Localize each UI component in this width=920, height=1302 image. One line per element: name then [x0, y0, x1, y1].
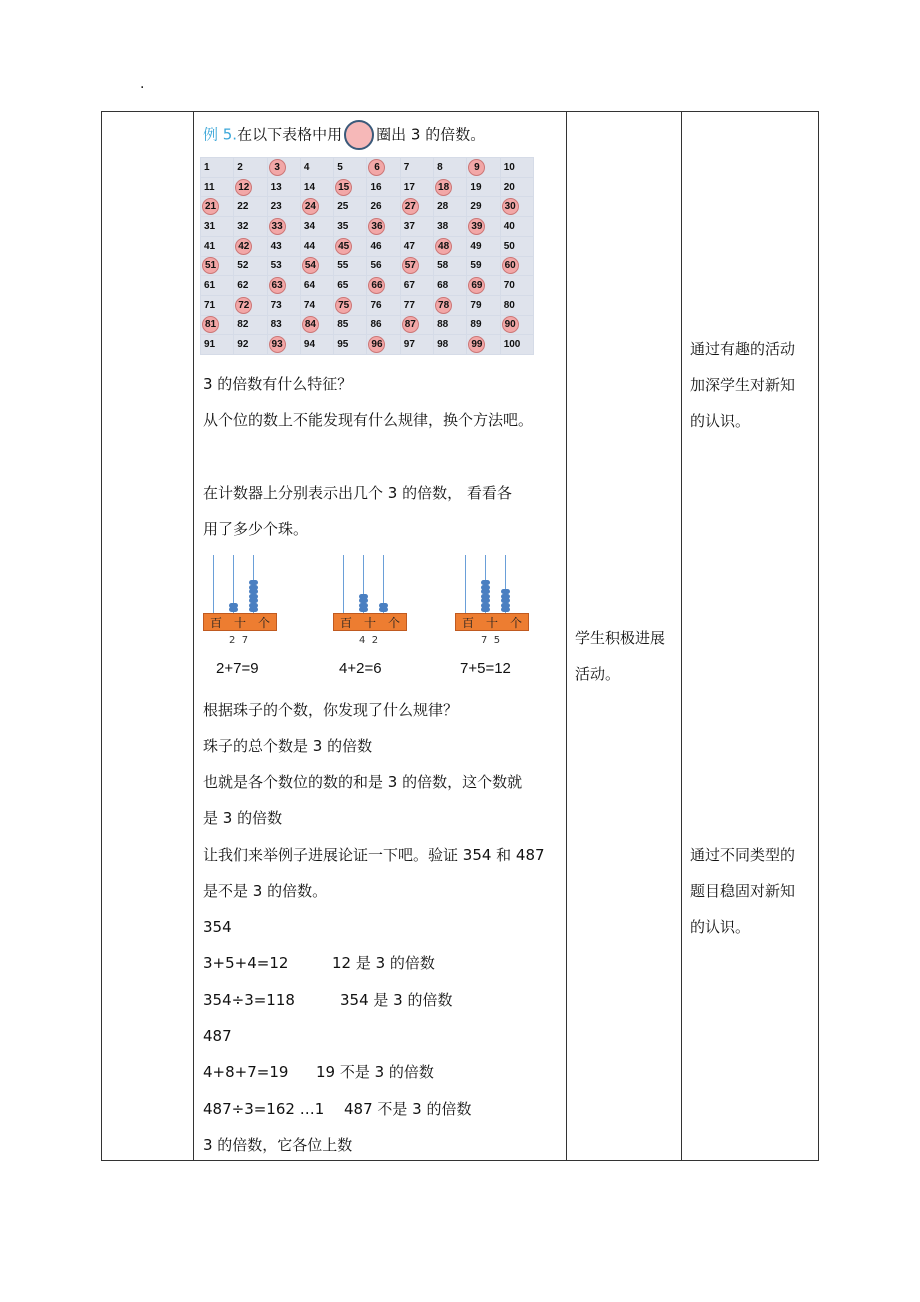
- grid-cell: 57: [401, 257, 433, 276]
- grid-cell: 42: [234, 237, 266, 256]
- digit-sum-equation: 4+2=6: [339, 660, 382, 677]
- grid-cell: 35: [334, 217, 366, 236]
- abacus-bead: [229, 607, 238, 612]
- grid-cell: 40: [501, 217, 533, 236]
- abacus-bead: [249, 598, 258, 603]
- grid-cell: 75: [334, 296, 366, 315]
- abacus-rod: [213, 555, 214, 613]
- grid-cell: 87: [401, 316, 433, 335]
- grid-cell: 20: [501, 178, 533, 197]
- abacus-bead: [501, 594, 510, 599]
- grid-cell: 77: [401, 296, 433, 315]
- place-label: 十: [233, 615, 246, 630]
- grid-cell: 39: [467, 217, 499, 236]
- design-note-2: 通过不同类型的: [690, 846, 796, 864]
- abacus-base: [203, 613, 277, 631]
- grid-cell: 48: [434, 237, 466, 256]
- grid-cell: 33: [268, 217, 300, 236]
- grid-cell: 59: [467, 257, 499, 276]
- column-divider: [566, 112, 567, 1160]
- grid-cell: 64: [301, 276, 333, 295]
- sum-354-result: 12 是 3 的倍数: [332, 954, 435, 972]
- grid-cell: 34: [301, 217, 333, 236]
- column-divider: [193, 112, 194, 1160]
- abacus: [203, 555, 279, 655]
- grid-cell: 18: [434, 178, 466, 197]
- grid-cell: 54: [301, 257, 333, 276]
- grid-cell: 70: [501, 276, 533, 295]
- example-text-after: 圈出 3 的倍数。: [376, 125, 486, 144]
- grid-cell: 32: [234, 217, 266, 236]
- grid-cell: 2: [234, 158, 266, 177]
- abacus-rod: [343, 555, 344, 613]
- sum-487-result: 19 不是 3 的倍数: [316, 1063, 434, 1081]
- abacus-bead: [481, 589, 490, 594]
- rule-explain-cont: 是 3 的倍数: [203, 809, 283, 827]
- rule-question: 根据珠子的个数，你发现了什么规律？: [203, 701, 459, 719]
- student-activity-note: 学生积极进展: [575, 629, 666, 647]
- grid-cell: 97: [401, 335, 433, 354]
- grid-cell: 53: [268, 257, 300, 276]
- example-title: [203, 120, 485, 150]
- abacus-bead: [481, 598, 490, 603]
- grid-cell: 5: [334, 158, 366, 177]
- grid-cell: 60: [501, 257, 533, 276]
- grid-cell: 56: [367, 257, 399, 276]
- grid-cell: 96: [367, 335, 399, 354]
- grid-cell: 29: [467, 197, 499, 216]
- abacus-bead: [379, 607, 388, 612]
- grid-cell: 8: [434, 158, 466, 177]
- place-label: 百: [209, 615, 222, 630]
- grid-cell: 45: [334, 237, 366, 256]
- place-label: 个: [257, 615, 270, 630]
- grid-cell: 88: [434, 316, 466, 335]
- abacus-bead: [501, 589, 510, 594]
- grid-cell: 36: [367, 217, 399, 236]
- abacus: [455, 555, 531, 655]
- grid-cell: 14: [301, 178, 333, 197]
- column-divider: [681, 112, 682, 1160]
- abacus-bead: [249, 585, 258, 590]
- place-label: 十: [485, 615, 498, 630]
- grid-cell: 52: [234, 257, 266, 276]
- grid-cell: 78: [434, 296, 466, 315]
- abacus-bead: [481, 580, 490, 585]
- abacus-bead: [501, 598, 510, 603]
- grid-cell: 41: [201, 237, 233, 256]
- design-note-1: 通过有趣的活动: [690, 340, 796, 358]
- grid-cell: 13: [268, 178, 300, 197]
- grid-cell: 95: [334, 335, 366, 354]
- grid-cell: 61: [201, 276, 233, 295]
- design-note-1-line2: 加深学生对新知: [690, 376, 796, 394]
- grid-cell: 19: [467, 178, 499, 197]
- abacus-bead: [249, 603, 258, 608]
- grid-cell: 72: [234, 296, 266, 315]
- grid-cell: 17: [401, 178, 433, 197]
- rule-explain: 也就是各个数位的数的和是 3 的倍数，这个数就: [203, 773, 523, 791]
- abacus-bead: [481, 585, 490, 590]
- grid-cell: 55: [334, 257, 366, 276]
- grid-cell: 47: [401, 237, 433, 256]
- grid-cell: 63: [268, 276, 300, 295]
- grid-cell: 22: [234, 197, 266, 216]
- grid-cell: 99: [467, 335, 499, 354]
- grid-cell: 98: [434, 335, 466, 354]
- grid-cell: 58: [434, 257, 466, 276]
- grid-cell: 51: [201, 257, 233, 276]
- grid-cell: 90: [501, 316, 533, 335]
- grid-cell: 11: [201, 178, 233, 197]
- grid-cell: 49: [467, 237, 499, 256]
- abacus-bead: [481, 594, 490, 599]
- grid-cell: 81: [201, 316, 233, 335]
- div-354-result: 354 是 3 的倍数: [340, 991, 453, 1009]
- rule-answer: 珠子的总个数是 3 的倍数: [203, 737, 373, 755]
- abacus-bead: [229, 603, 238, 608]
- grid-cell: 66: [367, 276, 399, 295]
- grid-cell: 43: [268, 237, 300, 256]
- grid-cell: 71: [201, 296, 233, 315]
- abacus-rod: [465, 555, 466, 613]
- grid-cell: 10: [501, 158, 533, 177]
- digit-sum-equation: 7+5=12: [460, 660, 511, 677]
- grid-cell: 69: [467, 276, 499, 295]
- number-487: 487: [203, 1027, 232, 1045]
- abacus-bead: [501, 603, 510, 608]
- grid-cell: 23: [268, 197, 300, 216]
- grid-cell: 24: [301, 197, 333, 216]
- abacus-bead: [481, 603, 490, 608]
- grid-cell: 82: [234, 316, 266, 335]
- grid-cell: 3: [268, 158, 300, 177]
- hundred-grid: [200, 157, 534, 355]
- design-note-2-line3: 的认识。: [690, 918, 751, 936]
- grid-cell: 84: [301, 316, 333, 335]
- student-activity-note-cont: 活动。: [575, 665, 621, 683]
- question-feature: 3 的倍数有什么特征？: [203, 375, 353, 393]
- grid-cell: 27: [401, 197, 433, 216]
- verify-intro-cont: 是不是 3 的倍数。: [203, 882, 328, 900]
- pink-circle-icon: [344, 120, 374, 150]
- grid-cell: 37: [401, 217, 433, 236]
- grid-cell: 65: [334, 276, 366, 295]
- design-note-1-line3: 的认识。: [690, 412, 751, 430]
- grid-cell: 50: [501, 237, 533, 256]
- grid-cell: 7: [401, 158, 433, 177]
- abacus-bead: [501, 607, 510, 612]
- grid-cell: 4: [301, 158, 333, 177]
- abacus-bead: [249, 589, 258, 594]
- conclusion-start: 3 的倍数，它各位上数: [203, 1136, 353, 1154]
- counter-instruction-cont: 用了多少个珠。: [203, 520, 309, 538]
- grid-cell: 94: [301, 335, 333, 354]
- abacus-base: [333, 613, 407, 631]
- grid-cell: 89: [467, 316, 499, 335]
- grid-cell: 68: [434, 276, 466, 295]
- sum-487: 4+8+7=19: [203, 1063, 289, 1081]
- grid-cell: 30: [501, 197, 533, 216]
- grid-cell: 62: [234, 276, 266, 295]
- grid-cell: 38: [434, 217, 466, 236]
- grid-cell: 12: [234, 178, 266, 197]
- example-label: 例 5.: [203, 125, 238, 144]
- abacus-digits: 2 7: [229, 635, 249, 646]
- grid-cell: 25: [334, 197, 366, 216]
- div-487: 487÷3=162 …1: [203, 1100, 325, 1118]
- example-text-before: 在以下表格中用: [237, 125, 343, 144]
- header-mark: .: [140, 76, 145, 92]
- grid-cell: 93: [268, 335, 300, 354]
- div-487-result: 487 不是 3 的倍数: [344, 1100, 472, 1118]
- grid-cell: 80: [501, 296, 533, 315]
- design-note-2-line2: 题目稳固对新知: [690, 882, 796, 900]
- abacus-base: [455, 613, 529, 631]
- grid-cell: 79: [467, 296, 499, 315]
- grid-cell: 21: [201, 197, 233, 216]
- abacus-bead: [249, 607, 258, 612]
- grid-cell: 1: [201, 158, 233, 177]
- abacus-digits: 7 5: [481, 635, 501, 646]
- grid-cell: 16: [367, 178, 399, 197]
- grid-cell: 26: [367, 197, 399, 216]
- grid-cell: 86: [367, 316, 399, 335]
- grid-cell: 28: [434, 197, 466, 216]
- counter-instruction: 在计数器上分别表示出几个 3 的倍数， 看看各: [203, 484, 512, 502]
- abacus-bead: [249, 580, 258, 585]
- abacus-bead: [359, 603, 368, 608]
- abacus: [333, 555, 409, 655]
- grid-cell: 100: [501, 335, 533, 354]
- number-354: 354: [203, 918, 232, 936]
- grid-cell: 67: [401, 276, 433, 295]
- div-354: 354÷3=118: [203, 991, 295, 1009]
- place-label: 十: [363, 615, 376, 630]
- digit-sum-equation: 2+7=9: [216, 660, 259, 677]
- abacus-digits: 4 2: [359, 635, 379, 646]
- grid-cell: 6: [367, 158, 399, 177]
- grid-cell: 74: [301, 296, 333, 315]
- grid-cell: 92: [234, 335, 266, 354]
- sum-354: 3+5+4=12: [203, 954, 289, 972]
- abacus-bead: [359, 598, 368, 603]
- grid-cell: 73: [268, 296, 300, 315]
- verify-intro: 让我们来举例子进展论证一下吧。验证 354 和 487: [203, 846, 545, 864]
- grid-cell: 9: [467, 158, 499, 177]
- grid-cell: 15: [334, 178, 366, 197]
- grid-cell: 91: [201, 335, 233, 354]
- abacus-bead: [359, 607, 368, 612]
- place-label: 百: [339, 615, 352, 630]
- grid-cell: 85: [334, 316, 366, 335]
- place-label: 百: [461, 615, 474, 630]
- grid-cell: 44: [301, 237, 333, 256]
- abacus-bead: [379, 603, 388, 608]
- abacus-bead: [249, 594, 258, 599]
- grid-cell: 31: [201, 217, 233, 236]
- place-label: 个: [387, 615, 400, 630]
- grid-cell: 83: [268, 316, 300, 335]
- hint-text: 从个位的数上不能发现有什么规律，换个方法吧。: [203, 411, 534, 429]
- abacus-bead: [481, 607, 490, 612]
- grid-cell: 76: [367, 296, 399, 315]
- abacus-bead: [359, 594, 368, 599]
- place-label: 个: [509, 615, 522, 630]
- grid-cell: 46: [367, 237, 399, 256]
